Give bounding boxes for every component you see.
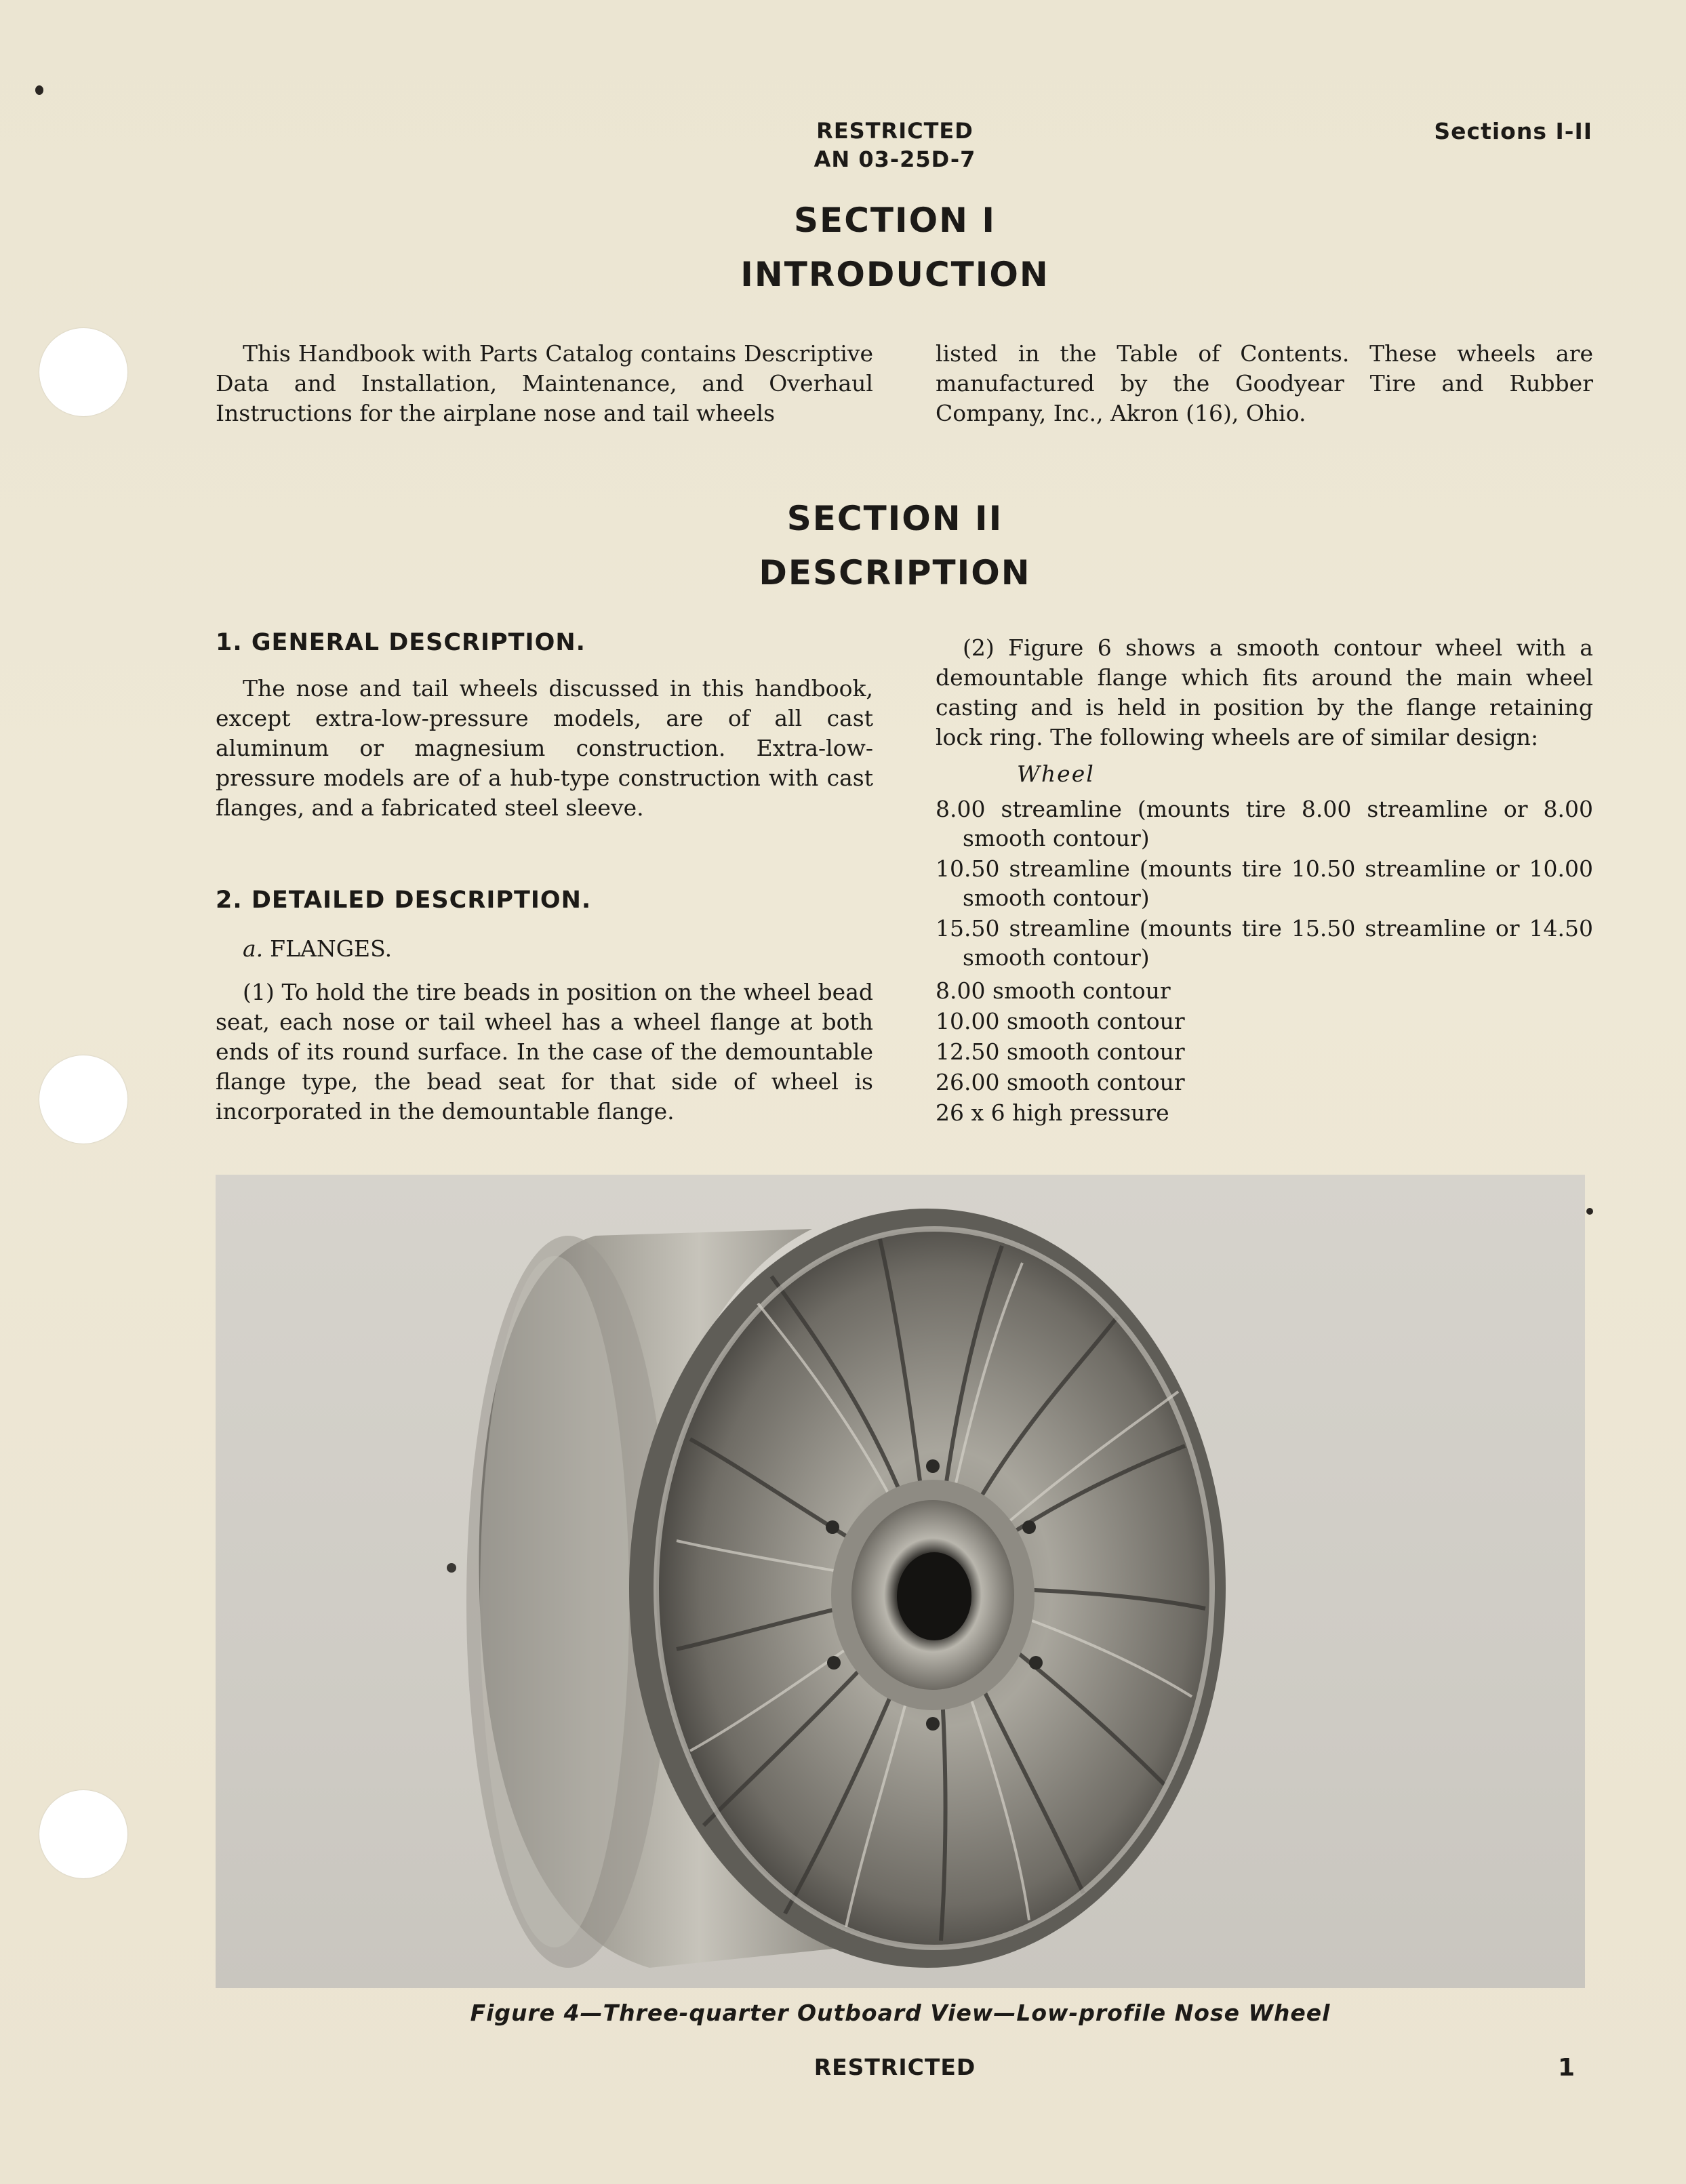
ink-speck — [35, 85, 43, 95]
flanges-paragraph-1: (1) To hold the tire beads in position on the wheel bead seat, each nose or tail wheel has a wheel flange at both ends of its round surface. In the case of the demountable flange type, the bead seat for that side of wheel is incorporated in the demountable flange. — [216, 979, 873, 1125]
page-number: 1 — [1557, 2054, 1575, 2082]
section1-number: SECTION I — [794, 201, 996, 240]
nose-wheel-illustration — [216, 1175, 1585, 1988]
detailed-description-heading: 2. DETAILED DESCRIPTION. — [216, 887, 592, 914]
punch-hole-top — [39, 328, 127, 416]
intro-paragraph-left: This Handbook with Parts Catalog contains Descriptive Data and Installation, Maintenance, and Overhaul Instructions for the airplane nose and tail wheels — [216, 340, 873, 426]
header-doc-number: AN 03-25D-7 — [814, 146, 976, 172]
section2-number: SECTION II — [786, 499, 1003, 538]
wheel-list-item: 26.00 smooth contour — [936, 1069, 1185, 1095]
flanges-paragraph-2: (2) Figure 6 shows a smooth contour wheel with a demountable flange which fits around the main wheel casting and is held in position by the flange retaining lock ring. The following wheels are of similar design: — [936, 634, 1593, 750]
general-description-text-block — [216, 674, 873, 823]
footer-classification: RESTRICTED — [814, 2054, 976, 2080]
general-description-text: The nose and tail wheels discussed in this handbook, except extra-low-pressure models, are of all cast aluminum or magnesium construction. Extra-low-pressure models are of a hub-type construction with cast flanges, and a fabricated steel sleeve. — [216, 675, 873, 821]
intro-left-column — [216, 339, 873, 428]
wheel-list-item: 12.50 smooth contour — [936, 1038, 1185, 1065]
wheel-list-item: 26 x 6 high pressure — [936, 1099, 1169, 1126]
figure-caption: Figure 4—Three-quarter Outboard View—Low-profile Nose Wheel — [470, 2000, 1331, 2026]
flanges-subheading — [243, 935, 392, 962]
punch-hole-middle — [39, 1055, 127, 1144]
header-sections: Sections I-II — [1434, 118, 1592, 144]
punch-hole-bottom — [39, 1790, 127, 1878]
section2-title: DESCRIPTION — [759, 553, 1031, 592]
wheel-list-item: 10.00 smooth contour — [936, 1008, 1185, 1034]
wheel-list-item: 8.00 smooth contour — [936, 977, 1171, 1004]
page-header — [678, 117, 1112, 174]
flanges-paragraph-1-block — [216, 977, 873, 1127]
section1-title: INTRODUCTION — [740, 255, 1049, 294]
flanges-letter: a. — [243, 935, 264, 962]
intro-paragraph-right: listed in the Table of Contents. These wheels are manufactured by the Goodyear Tire and Rubber Company, Inc., Akron (16), Ohio. — [936, 340, 1593, 426]
general-description-heading: 1. GENERAL DESCRIPTION. — [216, 629, 586, 656]
flanges-label: FLANGES. — [270, 935, 393, 962]
wheel-list-item: 15.50 streamline (mounts tire 15.50 streamline or 14.50 smooth contour) — [936, 915, 1593, 971]
ink-speck — [1586, 1208, 1593, 1215]
wheel-list — [936, 794, 1593, 1129]
wheel-list-heading: Wheel — [1017, 761, 1095, 787]
wheel-list-item: 8.00 streamline (mounts tire 8.00 streamline or 8.00 smooth contour) — [936, 796, 1593, 851]
intro-right-column — [936, 339, 1593, 428]
flanges-paragraph-2-block — [936, 633, 1593, 752]
wheel-list-item: 10.50 streamline (mounts tire 10.50 streamline or 10.00 smooth contour) — [936, 855, 1593, 911]
figure-photo — [216, 1175, 1585, 1988]
header-classification: RESTRICTED — [816, 118, 974, 144]
